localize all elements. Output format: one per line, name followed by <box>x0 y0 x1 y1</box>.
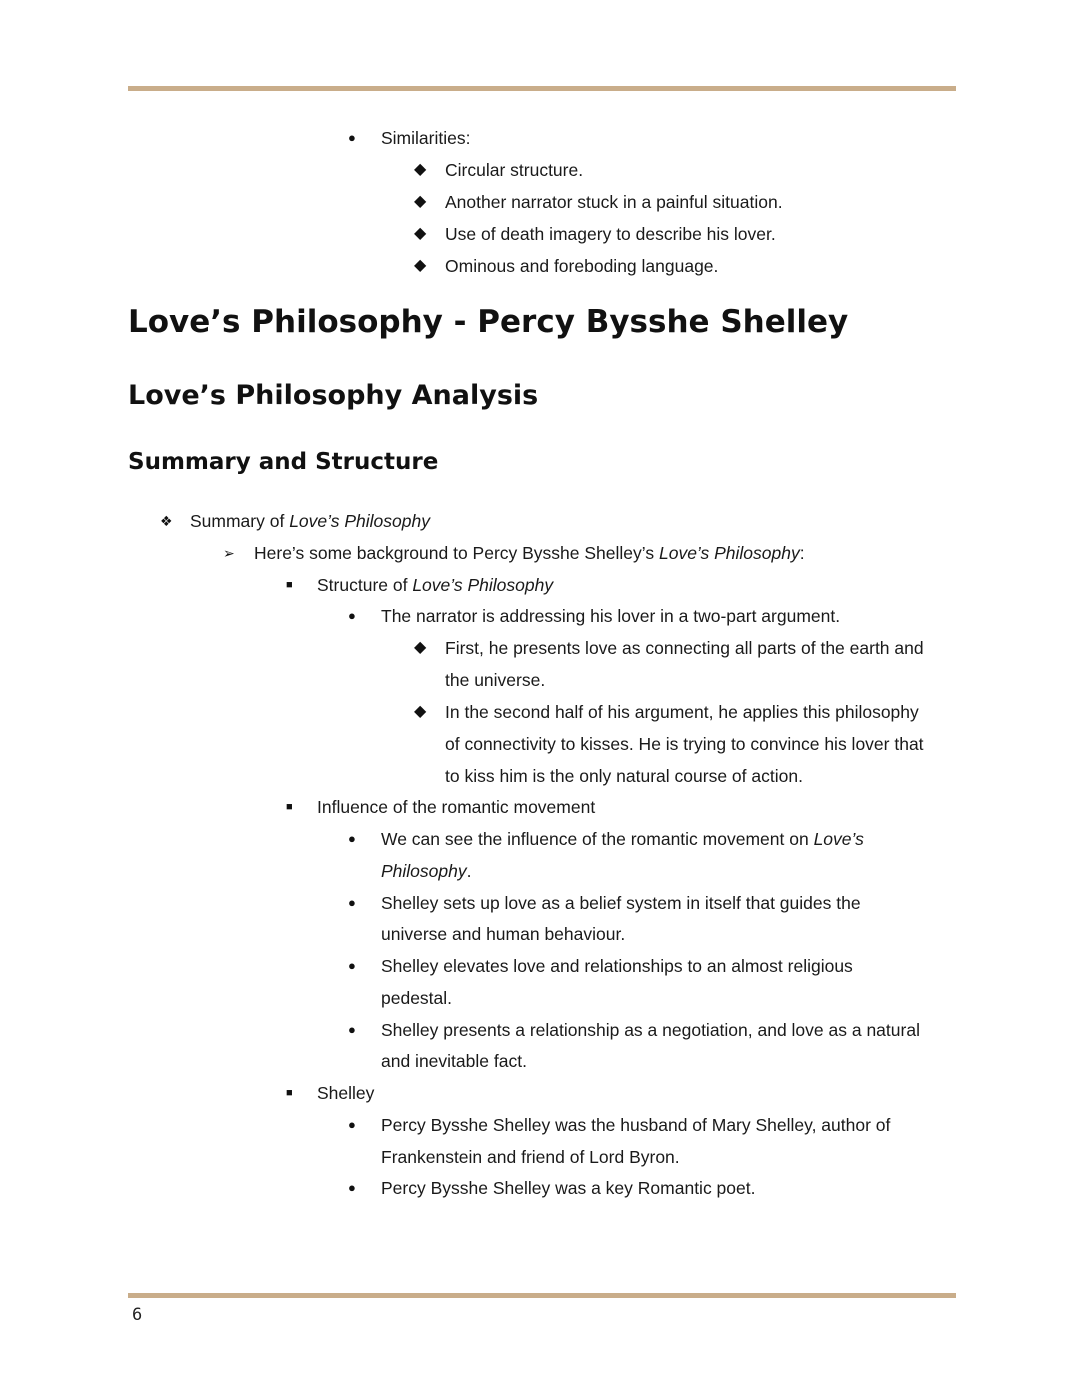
bullet-dot-icon: ● <box>348 1180 356 1195</box>
list-item-cont: and inevitable fact. <box>381 1051 527 1071</box>
top-rule <box>128 86 956 91</box>
page-title: Love’s Philosophy - Percy Bysshe Shelley <box>128 304 849 340</box>
list-item: Another narrator stuck in a painful situation. <box>445 192 783 212</box>
bullet-diamond-icon: ◆ <box>414 703 427 720</box>
bullet-dot-icon: ● <box>348 958 356 973</box>
bullet-diamond-icon: ◆ <box>414 639 427 656</box>
list-item: We can see the influence of the romantic movement on Love’s <box>381 829 864 849</box>
section-heading: Love’s Philosophy Analysis <box>128 380 539 411</box>
list-item-cont: to kiss him is the only natural course of action. <box>445 766 803 786</box>
list-item: Shelley presents a relationship as a negotiation, and love as a natural <box>381 1020 920 1040</box>
bullet-dot-icon: ● <box>348 1117 356 1132</box>
list-item: First, he presents love as connecting all parts of the earth and <box>445 638 924 658</box>
list-item: The narrator is addressing his lover in a two-part argument. <box>381 606 841 626</box>
subsection-heading: Summary and Structure <box>128 449 439 475</box>
bullet-dot-icon: ● <box>348 608 356 623</box>
page-number: 6 <box>132 1305 143 1325</box>
list-item-cont: of connectivity to kisses. He is trying to convince his lover that <box>445 734 924 754</box>
list-item: Shelley elevates love and relationships to an almost religious <box>381 956 853 976</box>
structure-label: Structure of Love’s Philosophy <box>317 575 554 595</box>
similarities-label: Similarities: <box>381 128 471 148</box>
bullet-diamond-icon: ◆ <box>414 193 427 210</box>
bullet-star-icon: ❖ <box>160 513 173 529</box>
shelley-label: Shelley <box>317 1083 375 1103</box>
list-item-cont: Philosophy. <box>381 861 472 881</box>
list-item: Circular structure. <box>445 160 584 180</box>
list-item: Percy Bysshe Shelley was a key Romantic poet. <box>381 1178 756 1198</box>
background-line: Here’s some background to Percy Bysshe Shelley’s Love’s Philosophy: <box>254 543 805 563</box>
bullet-dot-icon: ● <box>348 1022 356 1037</box>
bullet-dot-icon: ● <box>348 895 356 910</box>
list-item: Ominous and foreboding language. <box>445 256 719 276</box>
bottom-rule <box>128 1293 956 1298</box>
bullet-arrow-icon: ➢ <box>223 545 235 561</box>
summary-label: Summary of Love’s Philosophy <box>190 511 430 531</box>
list-item: Percy Bysshe Shelley was the husband of Mary Shelley, author of <box>381 1115 891 1135</box>
bullet-diamond-icon: ◆ <box>414 161 427 178</box>
bullet-square-icon: ■ <box>286 801 293 813</box>
list-item-cont: universe and human behaviour. <box>381 924 626 944</box>
bullet-diamond-icon: ◆ <box>414 225 427 242</box>
list-item-cont: pedestal. <box>381 988 453 1008</box>
bullet-diamond-icon: ◆ <box>414 257 427 274</box>
list-item: Use of death imagery to describe his lover. <box>445 224 776 244</box>
bullet-dot-icon: ● <box>348 130 356 145</box>
list-item: Shelley sets up love as a belief system in itself that guides the <box>381 893 861 913</box>
bullet-square-icon: ■ <box>286 1087 293 1099</box>
romantic-label: Influence of the romantic movement <box>317 797 596 817</box>
list-item-cont: the universe. <box>445 670 546 690</box>
list-item: In the second half of his argument, he applies this philosophy <box>445 702 919 722</box>
list-item-cont: Frankenstein and friend of Lord Byron. <box>381 1147 680 1167</box>
bullet-square-icon: ■ <box>286 579 293 591</box>
bullet-dot-icon: ● <box>348 831 356 846</box>
